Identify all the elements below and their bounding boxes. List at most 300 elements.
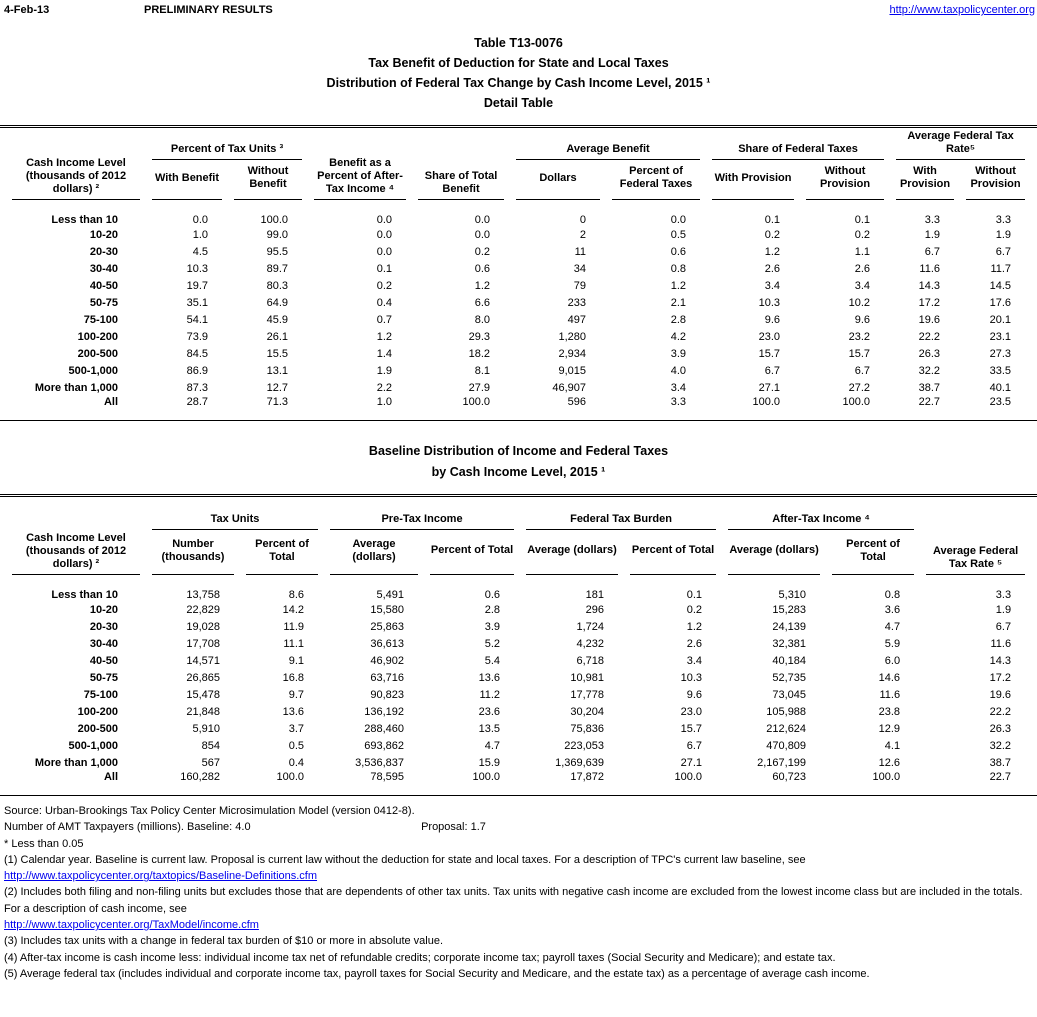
value-cell: 4.1 xyxy=(884,739,901,752)
value-cell: 0.0 xyxy=(670,214,687,226)
number-thousands-header: Number (thousands) xyxy=(152,530,234,575)
income-level-cell: 40-50 xyxy=(89,279,118,292)
pct-total-header: Percent of Total xyxy=(630,530,716,575)
value-cell: 5,310 xyxy=(778,589,807,601)
value-cell: 32.2 xyxy=(989,739,1012,752)
value-cell: 1.9 xyxy=(995,228,1012,241)
value-cell: 0.1 xyxy=(376,262,393,275)
value-cell: 0.5 xyxy=(288,739,305,752)
value-cell: 17,708 xyxy=(186,637,220,650)
preliminary-results-label: PRELIMINARY RESULTS xyxy=(144,4,273,16)
value-cell: 24,139 xyxy=(772,620,807,633)
title-block xyxy=(0,33,1037,113)
value-cell: 0.2 xyxy=(686,603,703,616)
baseline-table xyxy=(0,494,1037,796)
value-cell: 160,282 xyxy=(180,771,220,783)
value-cell: 14.2 xyxy=(282,603,305,616)
value-cell: 5.2 xyxy=(484,637,501,650)
value-cell: 14.3 xyxy=(989,654,1012,667)
taxpolicycenter-link[interactable]: http://www.taxpolicycenter.org xyxy=(889,4,1035,16)
detail-table xyxy=(0,125,1037,421)
value-cell: 11.6 xyxy=(990,637,1012,650)
baseline-table-title xyxy=(0,441,1037,483)
value-cell: 9.6 xyxy=(854,313,871,326)
baseline-definitions-link[interactable]: http://www.taxpolicycenter.org/taxtopics/Baseline-Definitions.cfm xyxy=(4,870,318,883)
value-cell: 2.6 xyxy=(764,262,781,275)
baseline-table-row xyxy=(12,575,1025,601)
table-subtitle-1: Tax Benefit of Deduction for State and Local Taxes xyxy=(368,56,669,70)
value-cell: 3.3 xyxy=(995,214,1012,226)
value-cell: 100.0 xyxy=(472,771,501,783)
value-cell: 10.2 xyxy=(848,296,871,309)
baseline-table-row xyxy=(12,669,1025,686)
value-cell: 3.3 xyxy=(924,214,941,226)
value-cell: 38.7 xyxy=(918,381,941,394)
table-number-title: Table T13-0076 xyxy=(474,36,563,50)
detail-table-row xyxy=(12,379,1025,396)
value-cell: 13.1 xyxy=(266,364,289,377)
value-cell: 89.7 xyxy=(266,262,289,275)
value-cell: 0.0 xyxy=(376,245,393,258)
income-level-cell: 30-40 xyxy=(89,262,118,275)
value-cell: 0.2 xyxy=(764,228,781,241)
value-cell: 18.2 xyxy=(468,347,491,360)
value-cell: 23.0 xyxy=(680,705,703,718)
baseline-table-row xyxy=(12,635,1025,652)
value-cell: 2,167,199 xyxy=(757,756,807,769)
income-level-cell: More than 1,000 xyxy=(34,756,118,769)
income-level-cell: 500-1,000 xyxy=(68,739,118,752)
value-cell: 11.2 xyxy=(479,688,501,701)
value-cell: 22,829 xyxy=(186,603,220,616)
income-level-cell: 50-75 xyxy=(89,671,118,684)
value-cell: 470,809 xyxy=(766,739,807,752)
value-cell: 854 xyxy=(201,739,220,752)
value-cell: 10.3 xyxy=(186,262,208,275)
income-level-cell: 40-50 xyxy=(89,654,118,667)
without-benefit-header: Without Benefit xyxy=(234,160,302,200)
baseline-table-row xyxy=(12,737,1025,754)
value-cell: 54.1 xyxy=(186,313,208,326)
value-cell: 9.6 xyxy=(764,313,781,326)
value-cell: 4.7 xyxy=(484,739,501,752)
detail-table-row xyxy=(12,200,1025,226)
value-cell: 11.1 xyxy=(283,637,305,650)
value-cell: 86.9 xyxy=(186,364,208,377)
value-cell: 23.5 xyxy=(989,396,1012,408)
value-cell: 1.0 xyxy=(376,396,393,408)
value-cell: 0.0 xyxy=(474,228,491,241)
value-cell: 9,015 xyxy=(558,364,587,377)
value-cell: 1.1 xyxy=(854,245,871,258)
value-cell: 5,910 xyxy=(192,722,220,735)
footnote-4: (4) After-tax income is cash income less: individual income tax net of refundable credits; corporate income tax; payroll taxes (Social Security and Medicare); and estate tax. xyxy=(4,951,836,964)
value-cell: 17,778 xyxy=(570,688,605,701)
pct-total-header: Percent of Total xyxy=(832,530,914,575)
detail-table-row xyxy=(12,328,1025,345)
value-cell: 2 xyxy=(579,228,587,241)
value-cell: 6.7 xyxy=(764,364,781,377)
value-cell: 35.1 xyxy=(186,296,208,309)
value-cell: 78,595 xyxy=(370,771,405,783)
value-cell: 22.7 xyxy=(989,771,1012,783)
value-cell: 12.7 xyxy=(266,381,289,394)
value-cell: 27.1 xyxy=(680,756,703,769)
value-cell: 17,872 xyxy=(570,771,605,783)
value-cell: 567 xyxy=(201,756,220,769)
value-cell: 100.0 xyxy=(842,396,871,408)
tax-units-header: Tax Units xyxy=(152,497,318,530)
value-cell: 3.4 xyxy=(854,279,871,292)
baseline-title-line-2: by Cash Income Level, 2015 ¹ xyxy=(431,465,606,479)
value-cell: 23.1 xyxy=(989,330,1012,343)
value-cell: 9.6 xyxy=(686,688,703,701)
footnote-5: (5) Average federal tax (includes individual and corporate income tax, payroll taxes for Social Security and Medicare, and the estate tax) as a percentage of average cash income. xyxy=(4,967,870,980)
income-level-header: Cash Income Level (thousands of 2012 dollars) ² xyxy=(12,128,140,200)
value-cell: 8.1 xyxy=(474,364,491,377)
value-cell: 87.3 xyxy=(186,381,208,394)
value-cell: 20.1 xyxy=(989,313,1012,326)
value-cell: 15.7 xyxy=(758,347,781,360)
value-cell: 5.4 xyxy=(484,654,501,667)
average-dollars-header: Average (dollars) xyxy=(526,530,618,575)
value-cell: 12.9 xyxy=(878,722,901,735)
value-cell: 14.3 xyxy=(918,279,941,292)
table-subtitle-3: Detail Table xyxy=(483,96,554,110)
detail-table-row xyxy=(12,345,1025,362)
value-cell: 9.1 xyxy=(288,654,305,667)
value-cell: 40.1 xyxy=(989,381,1012,394)
value-cell: 2.1 xyxy=(670,296,687,309)
value-cell: 79 xyxy=(573,279,587,292)
income-level-cell: 100-200 xyxy=(77,330,118,343)
date-label: 4-Feb-13 xyxy=(4,4,50,16)
value-cell: 6.7 xyxy=(995,245,1012,258)
income-level-cell: 500-1,000 xyxy=(68,364,118,377)
value-cell: 2.8 xyxy=(670,313,687,326)
value-cell: 0.0 xyxy=(192,214,208,226)
value-cell: 13.6 xyxy=(282,705,305,718)
value-cell: 6.6 xyxy=(474,296,491,309)
value-cell: 3.4 xyxy=(686,654,703,667)
avg-federal-tax-rate-header: Average Federal Tax Rate ⁵ xyxy=(926,497,1025,575)
value-cell: 2,934 xyxy=(558,347,587,360)
value-cell: 23.8 xyxy=(878,705,901,718)
footnotes-section xyxy=(0,803,1037,982)
value-cell: 1.4 xyxy=(376,347,393,360)
value-cell: 22.7 xyxy=(918,396,941,408)
value-cell: 6.7 xyxy=(686,739,703,752)
income-level-cell: Less than 10 xyxy=(51,589,118,601)
value-cell: 100.0 xyxy=(276,771,305,783)
value-cell: 4.5 xyxy=(192,245,208,258)
value-cell: 22.2 xyxy=(918,330,941,343)
value-cell: 5.9 xyxy=(884,637,901,650)
value-cell: 0.1 xyxy=(686,589,703,601)
top-bar xyxy=(0,0,1037,16)
value-cell: 2.6 xyxy=(686,637,703,650)
value-cell: 11.9 xyxy=(283,620,305,633)
value-cell: 2.6 xyxy=(854,262,871,275)
value-cell: 80.3 xyxy=(266,279,289,292)
value-cell: 0.6 xyxy=(670,245,687,258)
value-cell: 13.5 xyxy=(478,722,501,735)
income-level-cell: 100-200 xyxy=(77,705,118,718)
value-cell: 32,381 xyxy=(772,637,807,650)
value-cell: 26.3 xyxy=(989,722,1012,735)
income-level-cell: 20-30 xyxy=(89,245,118,258)
detail-table-row xyxy=(12,294,1025,311)
value-cell: 25,863 xyxy=(370,620,405,633)
value-cell: 14.5 xyxy=(989,279,1012,292)
value-cell: 693,862 xyxy=(364,739,405,752)
income-level-header: Cash Income Level (thousands of 2012 dollars) ² xyxy=(12,497,140,575)
value-cell: 0.4 xyxy=(288,756,305,769)
baseline-title-line-1: Baseline Distribution of Income and Federal Taxes xyxy=(368,444,669,458)
baseline-table-row xyxy=(12,703,1025,720)
value-cell: 12.6 xyxy=(878,756,901,769)
value-cell: 23.0 xyxy=(758,330,781,343)
value-cell: 1,369,639 xyxy=(555,756,605,769)
value-cell: 40,184 xyxy=(772,654,807,667)
value-cell: 105,988 xyxy=(766,705,807,718)
value-cell: 8.0 xyxy=(474,313,491,326)
value-cell: 0.1 xyxy=(764,214,781,226)
value-cell: 45.9 xyxy=(266,313,289,326)
value-cell: 296 xyxy=(585,603,605,616)
value-cell: 4.7 xyxy=(884,620,901,633)
footnote-3: (3) Includes tax units with a change in federal tax burden of $10 or more in absolute value. xyxy=(4,935,444,948)
value-cell: 181 xyxy=(585,589,605,601)
value-cell: 17.2 xyxy=(989,671,1012,684)
footnote-2: (2) Includes both filing and non-filing units but excludes those that are dependents of other tax units. Tax units with negative cash income are excluded from the lowest income class but are included in the totals. For a description of cash income, see xyxy=(4,886,1023,915)
baseline-table-row xyxy=(12,771,1025,795)
value-cell: 52,735 xyxy=(772,671,807,684)
value-cell: 136,192 xyxy=(364,705,405,718)
value-cell: 71.3 xyxy=(266,396,289,408)
value-cell: 6.7 xyxy=(995,620,1012,633)
value-cell: 46,907 xyxy=(552,381,587,394)
value-cell: 6,718 xyxy=(576,654,605,667)
value-cell: 38.7 xyxy=(989,756,1012,769)
avg-federal-tax-rate-header: Average Federal Tax Rate⁵ xyxy=(896,128,1025,160)
value-cell: 3.7 xyxy=(288,722,305,735)
pct-federal-taxes-header: Percent of Federal Taxes xyxy=(612,160,700,200)
value-cell: 4.2 xyxy=(670,330,687,343)
value-cell: 100.0 xyxy=(674,771,703,783)
value-cell: 10,981 xyxy=(570,671,605,684)
baseline-table-row xyxy=(12,601,1025,618)
value-cell: 15.5 xyxy=(266,347,289,360)
value-cell: 0.2 xyxy=(854,228,871,241)
rate-without-provision-header: Without Provision xyxy=(966,160,1025,200)
income-level-cell: All xyxy=(103,396,118,408)
value-cell: 100.0 xyxy=(752,396,781,408)
value-cell: 10.3 xyxy=(758,296,781,309)
rate-with-provision-header: With Provision xyxy=(896,160,954,200)
value-cell: 100.0 xyxy=(260,214,289,226)
value-cell: 4,232 xyxy=(576,637,605,650)
value-cell: 15.7 xyxy=(680,722,703,735)
value-cell: 6.7 xyxy=(854,364,871,377)
value-cell: 0.2 xyxy=(474,245,491,258)
value-cell: 2.2 xyxy=(376,381,393,394)
average-dollars-header: Average (dollars) xyxy=(728,530,820,575)
value-cell: 11.7 xyxy=(990,262,1012,275)
value-cell: 0.4 xyxy=(376,296,393,309)
value-cell: 19.6 xyxy=(989,688,1012,701)
income-level-cell: 75-100 xyxy=(83,313,118,326)
value-cell: 15.7 xyxy=(848,347,871,360)
value-cell: 21,848 xyxy=(186,705,220,718)
value-cell: 223,053 xyxy=(564,739,605,752)
value-cell: 6.7 xyxy=(924,245,941,258)
share-without-provision-header: Without Provision xyxy=(806,160,884,200)
value-cell: 1.9 xyxy=(995,603,1012,616)
value-cell: 63,716 xyxy=(370,671,405,684)
detail-table-row xyxy=(12,226,1025,243)
value-cell: 4.0 xyxy=(670,364,687,377)
after-tax-income-header: After-Tax Income ⁴ xyxy=(728,497,914,530)
value-cell: 3.3 xyxy=(670,396,687,408)
value-cell: 0.2 xyxy=(376,279,393,292)
income-level-cell: More than 1,000 xyxy=(34,381,118,394)
value-cell: 3.6 xyxy=(884,603,901,616)
amt-baseline-label: Number of AMT Taxpayers (millions). Baseline: 4.0 xyxy=(4,821,251,834)
value-cell: 23.6 xyxy=(478,705,501,718)
value-cell: 0.1 xyxy=(854,214,871,226)
value-cell: 6.0 xyxy=(884,654,901,667)
value-cell: 0.0 xyxy=(474,214,491,226)
value-cell: 0.8 xyxy=(884,589,901,601)
asterisk-note: * Less than 0.05 xyxy=(4,837,84,850)
share-with-provision-header: With Provision xyxy=(712,160,794,200)
detail-table-row xyxy=(12,311,1025,328)
value-cell: 64.9 xyxy=(266,296,289,309)
value-cell: 19,028 xyxy=(186,620,220,633)
value-cell: 596 xyxy=(567,396,587,408)
income-level-cell: 10-20 xyxy=(89,228,118,241)
value-cell: 497 xyxy=(567,313,587,326)
with-benefit-header: With Benefit xyxy=(152,160,222,200)
value-cell: 11 xyxy=(574,245,587,258)
value-cell: 5,491 xyxy=(376,589,405,601)
value-cell: 23.2 xyxy=(848,330,871,343)
value-cell: 15.9 xyxy=(478,756,501,769)
value-cell: 14,571 xyxy=(186,654,220,667)
value-cell: 16.8 xyxy=(282,671,305,684)
value-cell: 100.0 xyxy=(462,396,491,408)
value-cell: 34 xyxy=(573,262,587,275)
value-cell: 17.2 xyxy=(918,296,941,309)
detail-table-row xyxy=(12,277,1025,294)
pct-total-header: Percent of Total xyxy=(430,530,514,575)
detail-table-row xyxy=(12,243,1025,260)
income-level-cell: 75-100 xyxy=(83,688,118,701)
value-cell: 26,865 xyxy=(186,671,220,684)
value-cell: 1.2 xyxy=(670,279,687,292)
amt-proposal-label: Proposal: 1.7 xyxy=(421,821,486,834)
income-definition-link[interactable]: http://www.taxpolicycenter.org/TaxModel/income.cfm xyxy=(4,919,259,932)
value-cell: 1.9 xyxy=(924,228,941,241)
value-cell: 288,460 xyxy=(364,722,405,735)
income-level-cell: 200-500 xyxy=(77,347,118,360)
value-cell: 3.4 xyxy=(670,381,687,394)
value-cell: 0.6 xyxy=(484,589,501,601)
value-cell: 17.6 xyxy=(989,296,1012,309)
value-cell: 27.3 xyxy=(989,347,1012,360)
value-cell: 1,280 xyxy=(558,330,587,343)
income-level-cell: 10-20 xyxy=(89,603,118,616)
value-cell: 10.3 xyxy=(680,671,703,684)
income-level-cell: 30-40 xyxy=(89,637,118,650)
value-cell: 1.2 xyxy=(376,330,393,343)
baseline-table-row xyxy=(12,618,1025,635)
dollars-header: Dollars xyxy=(516,160,600,200)
value-cell: 73.9 xyxy=(186,330,208,343)
value-cell: 1.0 xyxy=(192,228,208,241)
amt-taxpayers-note xyxy=(4,819,1033,835)
value-cell: 14.6 xyxy=(878,671,901,684)
value-cell: 0.7 xyxy=(376,313,393,326)
value-cell: 1.2 xyxy=(764,245,781,258)
value-cell: 27.9 xyxy=(468,381,491,394)
value-cell: 212,624 xyxy=(766,722,807,735)
baseline-table-row xyxy=(12,652,1025,669)
value-cell: 33.5 xyxy=(989,364,1012,377)
value-cell: 0 xyxy=(579,214,587,226)
baseline-table-row xyxy=(12,720,1025,737)
value-cell: 26.1 xyxy=(266,330,289,343)
value-cell: 19.7 xyxy=(186,279,208,292)
detail-table-row xyxy=(12,260,1025,277)
value-cell: 60,723 xyxy=(772,771,807,783)
value-cell: 32.2 xyxy=(918,364,941,377)
detail-table-row xyxy=(12,396,1025,420)
value-cell: 15,580 xyxy=(370,603,405,616)
value-cell: 0.5 xyxy=(670,228,687,241)
value-cell: 2.8 xyxy=(484,603,501,616)
value-cell: 233 xyxy=(567,296,587,309)
federal-tax-burden-header: Federal Tax Burden xyxy=(526,497,716,530)
value-cell: 3.4 xyxy=(764,279,781,292)
percent-tax-units-header: Percent of Tax Units ³ xyxy=(152,128,302,160)
value-cell: 95.5 xyxy=(266,245,289,258)
pre-tax-income-header: Pre-Tax Income xyxy=(330,497,514,530)
baseline-table-row xyxy=(12,686,1025,703)
baseline-table-row xyxy=(12,754,1025,771)
table-subtitle-2: Distribution of Federal Tax Change by Cash Income Level, 2015 ¹ xyxy=(326,76,711,90)
value-cell: 19.6 xyxy=(918,313,941,326)
value-cell: 1.9 xyxy=(376,364,393,377)
value-cell: 46,902 xyxy=(370,654,405,667)
footnote-1: (1) Calendar year. Baseline is current law. Proposal is current law without the deduction for state and local taxes. For a description of TPC's current law baseline, see xyxy=(4,853,806,866)
value-cell: 29.3 xyxy=(468,330,491,343)
value-cell: 13,758 xyxy=(186,589,220,601)
value-cell: 27.1 xyxy=(758,381,781,394)
income-level-cell: Less than 10 xyxy=(51,214,118,226)
income-level-cell: 20-30 xyxy=(89,620,118,633)
benefit-pct-after-tax-header: Benefit as a Percent of After-Tax Income ⁴ xyxy=(314,128,406,200)
value-cell: 0.6 xyxy=(474,262,491,275)
value-cell: 99.0 xyxy=(266,228,289,241)
value-cell: 73,045 xyxy=(772,688,807,701)
share-total-benefit-header: Share of Total Benefit xyxy=(418,128,504,200)
value-cell: 90,823 xyxy=(370,688,405,701)
value-cell: 1.2 xyxy=(474,279,491,292)
value-cell: 22.2 xyxy=(989,705,1012,718)
value-cell: 3.9 xyxy=(484,620,501,633)
